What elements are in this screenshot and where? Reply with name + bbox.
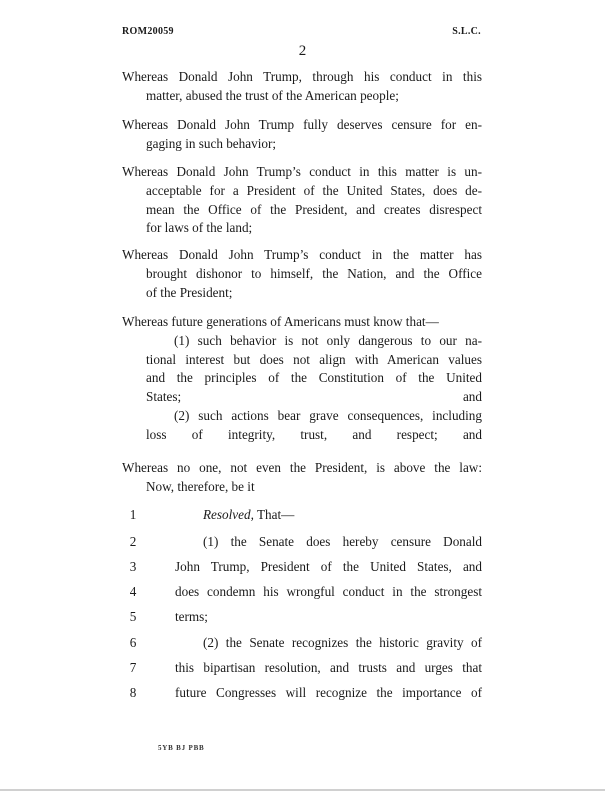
numbered-line xyxy=(0,609,605,634)
whereas-line: Whereas future generations of Americans must know that— xyxy=(122,314,439,329)
whereas-line: Now, therefore, be it xyxy=(146,478,255,494)
whereas-line: and the principles of the Constitution of the United xyxy=(146,370,482,386)
whereas-line: Whereas Donald John Trump’s conduct in the matter has xyxy=(122,247,482,262)
whereas-line: of the President; xyxy=(146,284,233,300)
line-number: 1 xyxy=(129,507,137,522)
line-number: 8 xyxy=(129,685,137,700)
whereas-line: gaging in such behavior; xyxy=(146,135,277,151)
whereas-line: Whereas Donald John Trump’s conduct in this matter is un- xyxy=(122,164,482,179)
line-number: 3 xyxy=(129,559,137,574)
numbered-line xyxy=(0,660,605,685)
page-number: 2 xyxy=(298,43,307,59)
line-number: 5 xyxy=(129,609,137,624)
whereas-line: Whereas Donald John Trump fully deserves censure for en- xyxy=(122,117,482,132)
line-number: 2 xyxy=(129,534,137,549)
line-text xyxy=(203,507,482,523)
line-number: 7 xyxy=(129,660,137,675)
line-number: 4 xyxy=(129,584,137,599)
whereas-clause xyxy=(122,163,482,238)
line-text: does condemn his wrongful conduct in the strongest xyxy=(175,584,482,599)
whereas-line: acceptable for a President of the United States, does de- xyxy=(146,182,482,198)
whereas-line: (1) such behavior is not only dangerous to our na- xyxy=(174,332,482,348)
whereas-line: Whereas Donald John Trump, through his conduct in this xyxy=(122,69,482,84)
whereas-line: States; and xyxy=(146,389,482,405)
doc-id: ROM20059 xyxy=(122,26,174,37)
slc-code: S.L.C. xyxy=(452,26,481,37)
line-text: John Trump, President of the United States, and xyxy=(175,559,482,574)
whereas-clause xyxy=(122,116,482,154)
whereas-clause xyxy=(122,459,482,497)
line-text: terms; xyxy=(175,609,208,624)
whereas-line: Whereas no one, not even the President, is above the law: xyxy=(122,460,482,475)
numbered-line xyxy=(0,584,605,609)
resolved-text: That— xyxy=(256,507,295,522)
footer-initials: 5YB BJ PBB xyxy=(158,744,205,752)
whereas-clause xyxy=(122,313,482,445)
line-text: future Congresses will recognize the importance of xyxy=(175,685,482,700)
line-text: this bipartisan resolution, and trusts and urges that xyxy=(175,660,482,675)
whereas-clause xyxy=(122,246,482,302)
line-text: (1) the Senate does hereby censure Donald xyxy=(203,534,482,549)
line-text: (2) the Senate recognizes the historic gravity of xyxy=(203,635,482,650)
whereas-clause xyxy=(122,68,482,106)
numbered-line xyxy=(0,534,605,559)
numbered-line xyxy=(0,635,605,660)
resolved-word: Resolved, xyxy=(203,507,254,522)
whereas-line: (2) such actions bear grave consequences, including xyxy=(174,407,482,423)
whereas-line: mean the Office of the President, and creates disrespect xyxy=(146,201,482,217)
numbered-line xyxy=(0,559,605,584)
whereas-line: brought dishonor to himself, the Nation, and the Office xyxy=(146,265,482,281)
whereas-line: loss of integrity, trust, and respect; and xyxy=(146,426,482,442)
whereas-line: tional interest but does not align with American values xyxy=(146,351,482,367)
whereas-line: matter, abused the trust of the American people; xyxy=(146,87,399,103)
numbered-line xyxy=(0,685,605,710)
line-number: 6 xyxy=(129,635,137,650)
numbered-line xyxy=(0,507,605,532)
whereas-line: for laws of the land; xyxy=(146,220,253,236)
